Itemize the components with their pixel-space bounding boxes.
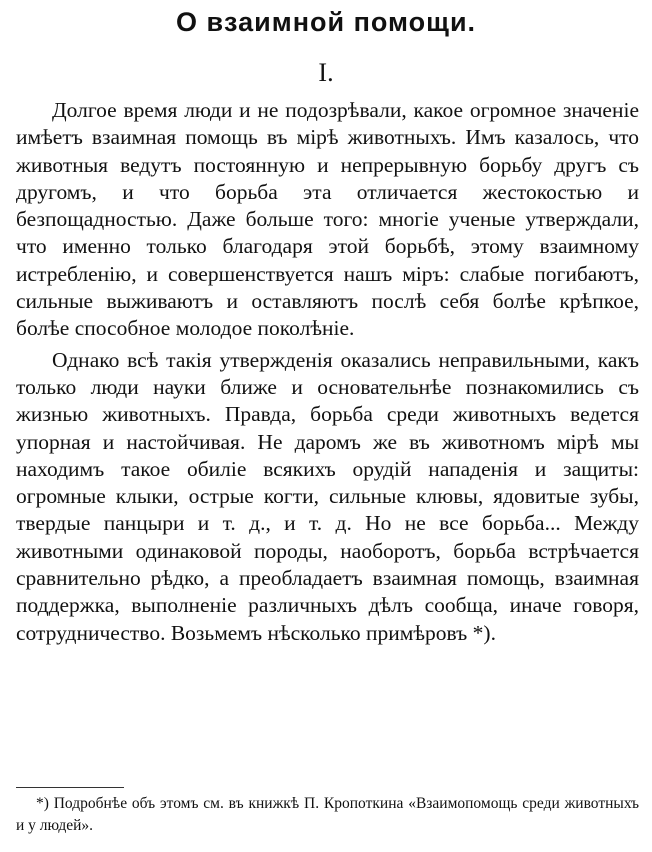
paragraph-1: Долгое время люди и не подозрѣвали, какое огромное значенiе имѣетъ взаимная помощь въ мiрѣ животныхъ. Имъ казалось, что животныя ведутъ постоянную и непрерывную борьбу другъ съ другомъ, и что борьба эта отличается жестокостью и безпощадностью. Даже больше того: многiе ученые утверждали, что именно только благодаря этой борьбѣ, этому взаимному истребленiю, и совершенствуется нашъ мiръ: слабые погибаютъ, сильные выживаютъ и оставляютъ послѣ себя болѣе крѣпкое, болѣе способное молодое поколѣнiе. [16, 98, 639, 341]
paragraph-2: Однако всѣ такiя утвержденiя оказались неправильными, какъ только люди науки ближе и основательнѣе познакомились съ жизнью животныхъ. Правда, борьба среди животныхъ ведется упорная и настойчивая. Не даромъ же въ животномъ мiрѣ мы находимъ такое обилiе всякихъ орудiй нападенiя и защиты: огромные клыки, острые когти, сильные клювы, ядовитые зубы, твердые панцыри и т. д., и т. д. Но не все борьба... Между животными одинаковой породы, наоборотъ, борьба встрѣчается сравнительно рѣдко, а преобладаетъ взаимная помощь, взаимная поддержка, выполненiе различныхъ дѣлъ сообща, иначе говоря, сотрудничество. Возьмемъ нѣсколько примѣровъ *). [16, 347, 639, 645]
section-number: I. [318, 58, 334, 87]
body-text [16, 97, 639, 647]
page-title: О взаимной помощи. [175, 7, 477, 37]
footnote: *) Подробнѣе объ этомъ см. въ книжкѣ П. Кропоткина «Взаимопомощь среди животныхъ и у людей». [16, 795, 639, 834]
footnote-divider [16, 787, 124, 788]
